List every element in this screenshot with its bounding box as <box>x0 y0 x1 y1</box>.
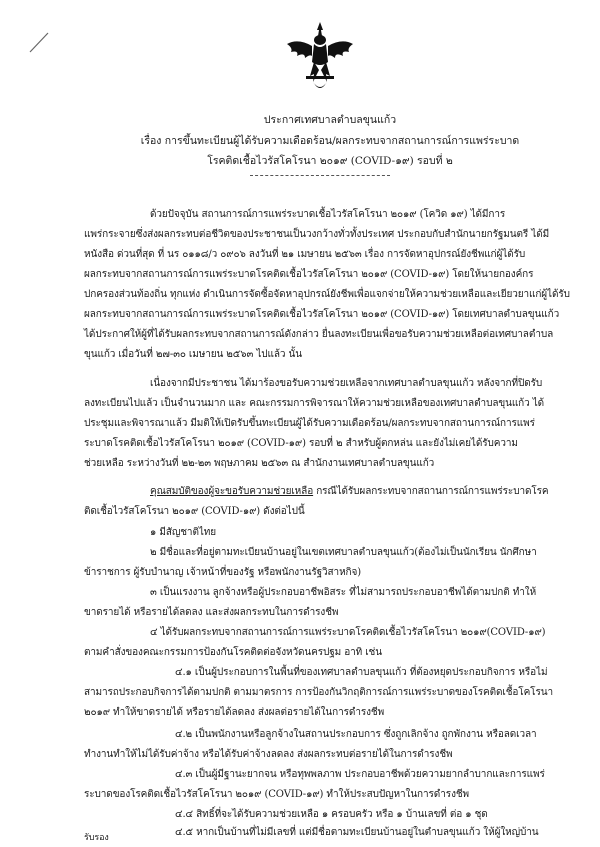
qualification-line: ขาดรายได้ หรือรายได้ลดลง และส่งผลกระทบในการดำรงชีพ <box>84 607 339 618</box>
qualification-line: ทำงานทำให้ไม่ได้รับค่าจ้าง หรือได้รับค่าจ้างลดลง ส่งผลกระทบต่อรายได้ในการดำรงชีพ <box>84 749 453 760</box>
qualification-line: ๔ ได้รับผลกระทบจากสถานการณ์การแพร่ระบาดโรคติดเชื้อไวรัสโคโรนา ๒๐๑๙(COVID-๑๙) <box>150 627 546 638</box>
qualification-line: รับรอง <box>84 833 109 843</box>
paragraph-2-line: ช่วยเหลือ ระหว่างวันที่ ๒๒-๒๓ พฤษภาคม ๒๕๖๓ ณ สำนักงานเทศบาลตำบลขุนแก้ว <box>84 458 435 469</box>
qualification-line: ๒๐๑๙ ทำให้ขาดรายได้ หรือรายได้ลดลง ส่งผลต่อรายได้ในการดำรงชีพ <box>84 707 385 718</box>
qualification-line: ข้าราชการ ผู้รับบำนาญ เจ้าหน้าที่ของรัฐ หรือพนักงานรัฐวิสาหกิจ) <box>84 567 362 578</box>
qualifications-heading-row <box>150 485 549 498</box>
paragraph-2-line: เนื่องจากมีประชาชน ได้มาร้องขอรับความช่วยเหลือจากเทศบาลตำบลขุนแก้ว หลังจากที่ปิดรับ <box>150 378 543 389</box>
qualification-line: ๔.๔ สิทธิ์ที่จะได้รับความช่วยเหลือ ๑ ครอบครัว หรือ ๑ บ้านเลขที่ ต่อ ๑ ชุด <box>175 809 488 820</box>
pen-mark-icon <box>28 30 52 54</box>
paragraph-1-line: ได้ประกาศให้ผู้ที่ได้รับผลกระทบจากสถานการณ์ดังกล่าว ยื่นลงทะเบียนเพื่อขอรับความช่วยเหลือต่อเทศบาลตำบล <box>84 329 554 340</box>
qualification-line: ๔.๓ เป็นผู้มีฐานะยากจน หรือทุพพลภาพ ประกอบอาชีพด้วยความยากลำบากและการแพร่ <box>175 769 545 780</box>
qualification-line: สามารถประกอบกิจการได้ตามปกติ ตามมาตรการ การป้องกันวิกฤติการณ์การแพร่ระบาดของโรคติดเชื้อโคโรนา <box>84 687 553 698</box>
header-divider <box>250 175 390 176</box>
paragraph-1-line: ปกครองส่วนท้องถิ่น ทุกแห่ง ดำเนินการจัดซื้อจัดหาอุปกรณ์ยังชีพเพื่อแจกจ่ายให้ความช่วยเหลือและเยียวยาแก่ผู้ได้รับ <box>84 289 570 300</box>
qualification-line: ระบาดของโรคติดเชื้อไวรัสโคโรนา ๒๐๑๙ (COVID-๑๙) ทำให้ประสบปัญหาในการดำรงชีพ <box>84 789 470 800</box>
qualification-line: ๔.๕ หากเป็นบ้านที่ไม่มีเลขที่ แต่มีชื่อตามทะเบียนบ้านอยู่ในตำบลขุนแก้ว ให้ผู้ใหญ่บ้าน <box>175 827 539 838</box>
garuda-emblem-icon <box>283 20 357 94</box>
qualifications-heading: คุณสมบัติของผู้จะขอรับความช่วยเหลือ <box>150 486 314 497</box>
paragraph-1-line: แพร่กระจายซึ่งส่งผลกระทบต่อชีวิตของประชาชนเป็นวงกว้างทั่วทั้งประเทศ ประกอบกับสำนักนายกรัฐมนตรี ได้มี <box>84 229 550 240</box>
paragraph-1-line: ผลกระทบจากสถานการณ์การแพร่ระบาดโรคติดเชื้อไวรัสโคโรนา ๒๐๑๙ (COVID-๑๙) โดยให้นายกองค์กร <box>84 269 534 280</box>
paragraph-1-line: ขุนแก้ว เมื่อวันที่ ๒๗-๓๐ เมษายน ๒๕๖๓ ไปแล้ว นั้น <box>84 349 302 360</box>
qualification-line: ๒ มีชื่อและที่อยู่ตามทะเบียนบ้านอยู่ในเขตเทศบาลตำบลขุนแก้ว(ต้องไม่เป็นนักเรียน นักศึกษา <box>150 547 537 558</box>
qualification-line: ๔.๑ เป็นผู้ประกอบการในพื้นที่ของเทศบาลตำบลขุนแก้ว ที่ต้องหยุดประกอบกิจการ หรือไม่ <box>175 667 548 678</box>
qualifications-heading-rest: กรณีได้รับผลกระทบจากสถานการณ์การแพร่ระบาดโรค <box>313 486 549 497</box>
qualification-line: ๓ เป็นแรงงาน ลูกจ้างหรือผู้ประกอบอาชีพอิสระ ที่ไม่สามารถประกอบอาชีพได้ตามปกติ ทำให้ <box>150 587 537 598</box>
subject-line-2: โรคติดเชื้อไวรัสโคโรนา ๒๐๑๙ (COVID-๑๙) รอบที่ ๒ <box>207 155 453 167</box>
paragraph-1-line: ด้วยปัจจุบัน สถานการณ์การแพร่ระบาดเชื้อไวรัสโคโรนา ๒๐๑๙ (โควิด ๑๙) ได้มีการ <box>150 209 506 220</box>
qualification-line: ๑ มีสัญชาติไทย <box>150 527 217 538</box>
announcer-title: ประกาศเทศบาลตำบลขุนแก้ว <box>263 114 397 126</box>
qualification-line: ๔.๒ เป็นพนักงานหรือลูกจ้างในสถานประกอบการ ซึ่งถูกเลิกจ้าง ถูกพักงาน หรือลดเวลา <box>175 729 537 740</box>
qualification-line: ตามคำสั่งของคณะกรรมการป้องกันโรคติดต่อจังหวัดนครปฐม อาทิ เช่น <box>84 647 382 658</box>
paragraph-2-line: ประชุมและพิจารณาแล้ว มีมติให้เปิดรับขึ้นทะเบียนผู้ได้รับความเดือดร้อน/ผลกระทบจากสถานการณ์การแพร่ <box>84 418 535 429</box>
paragraph-1-line: ผลกระทบจากสถานการณ์การแพร่ระบาดโรคติดเชื้อไวรัสโคโรนา ๒๐๑๙ (COVID-๑๙) โดยเทศบาลตำบลขุนแก้ว <box>84 309 560 320</box>
paragraph-1-line: หนังสือ ด่วนที่สุด ที่ นร ๐๑๑๘/ว ๐๙๐๖ ลงวันที่ ๒๑ เมษายน ๒๕๖๓ เรื่อง การจัดหาอุปกรณ์ยังชีพแก่ผู้ได้รับ <box>84 249 526 260</box>
subject-line-1: เรื่อง การขึ้นทะเบียนผู้ได้รับความเดือดร้อน/ผลกระทบจากสถานการณ์การแพร่ระบาด <box>140 135 520 147</box>
paragraph-2-line: ลงทะเบียนไปแล้ว เป็นจำนวนมาก และ คณะกรรมการพิจารณาให้ความช่วยเหลือของเทศบาลตำบลขุนแก้ว ได้ <box>84 398 545 409</box>
qualifications-heading-line-2: ติดเชื้อไวรัสโคโรนา ๒๐๑๙ (COVID-๑๙) ดังต่อไปนี้ <box>84 506 305 517</box>
paragraph-2-line: ระบาดโรคติดเชื้อไวรัสโคโรนา ๒๐๑๙ (COVID-๑๙) รอบที่ ๒ สำหรับผู้ตกหล่น และยังไม่เคยได้รับความ <box>84 438 518 449</box>
